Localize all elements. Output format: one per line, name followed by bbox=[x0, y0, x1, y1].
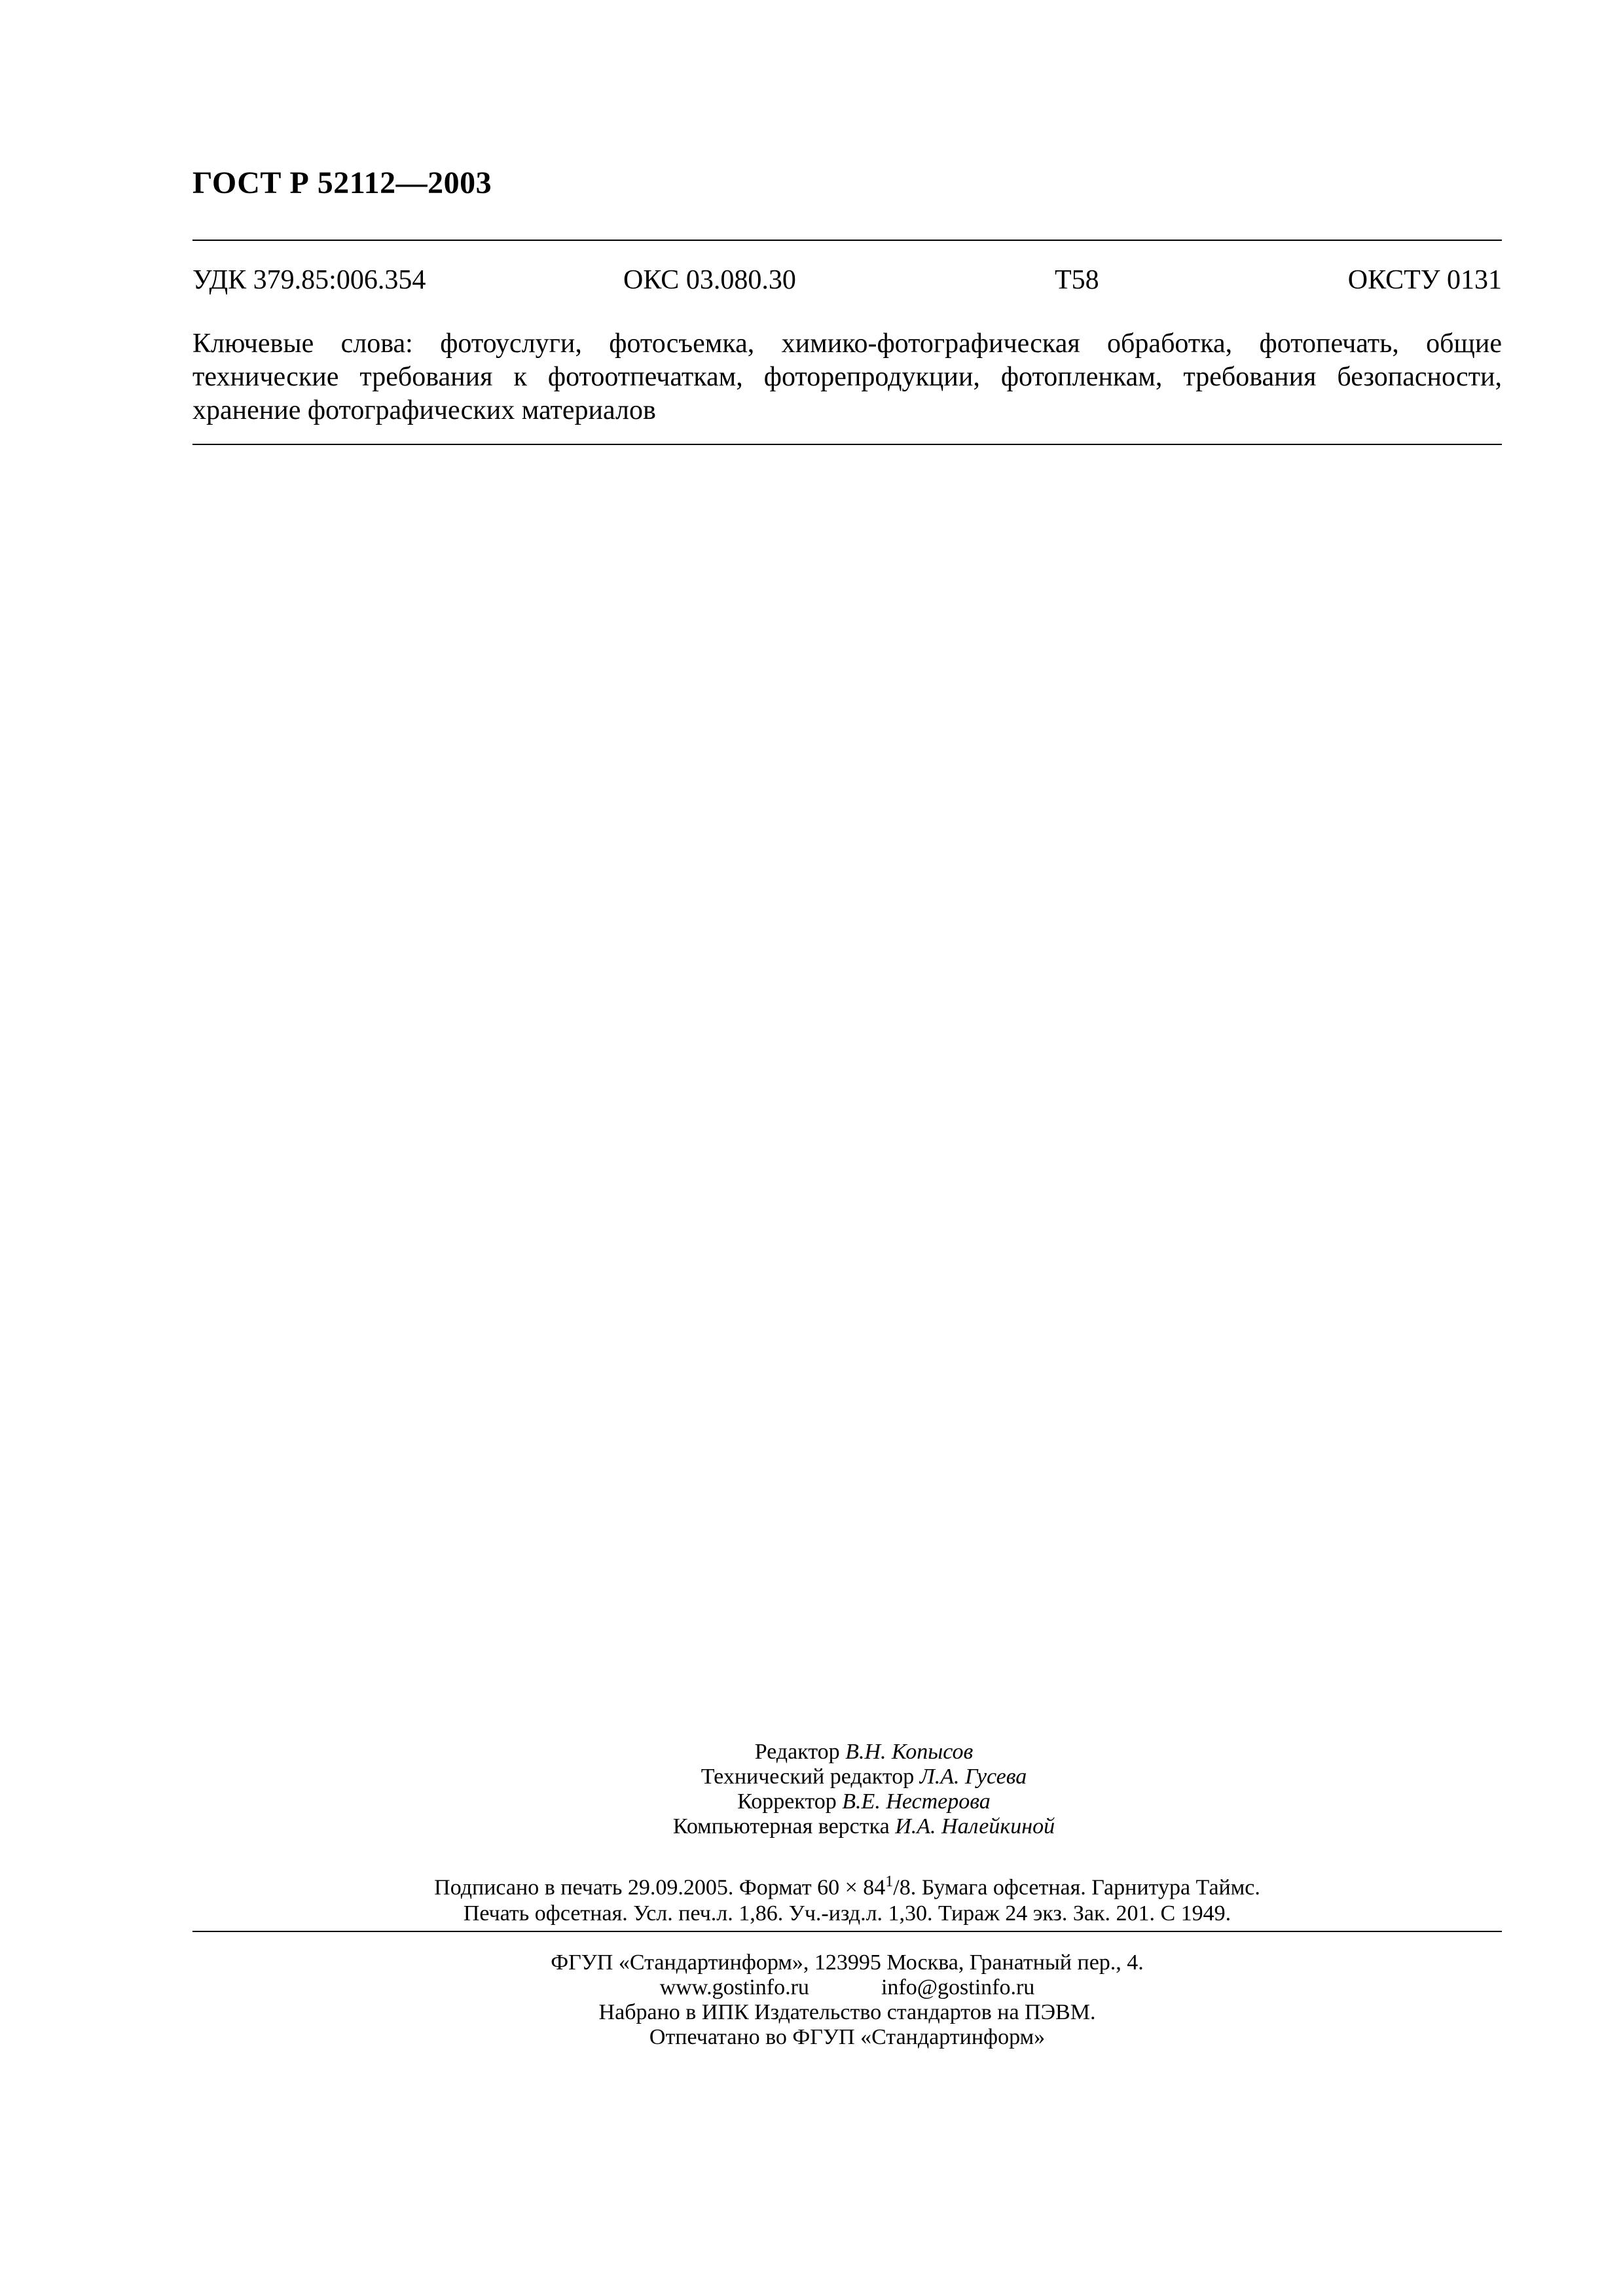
print-info-block bbox=[192, 1869, 1502, 1927]
publisher-email[interactable]: info@gostinfo.ru bbox=[881, 1975, 1035, 2000]
okstu-code: ОКСТУ 0131 bbox=[1347, 265, 1502, 295]
divider-top bbox=[192, 240, 1502, 241]
publisher-contacts bbox=[192, 1975, 1502, 2000]
udk-code: УДК 379.85:006.354 bbox=[192, 265, 426, 295]
layout-name: И.А. Налейкиной bbox=[895, 1814, 1055, 1839]
credit-layout: Компьютерная верстка И.А. Налейкиной bbox=[672, 1814, 1055, 1839]
divider-publisher bbox=[192, 1931, 1502, 1932]
document-number: ГОСТ Р 52112—2003 bbox=[192, 166, 492, 200]
credit-editor: Редактор В.Н. Копысов bbox=[754, 1740, 974, 1764]
divider-keywords bbox=[192, 444, 1502, 445]
credits-block bbox=[0, 1740, 1623, 1839]
tech-editor-name: Л.А. Гусева bbox=[919, 1765, 1027, 1789]
credit-corrector: Корректор В.Е. Нестерова bbox=[737, 1789, 991, 1814]
classification-code: Т58 bbox=[1055, 265, 1099, 295]
corrector-name: В.Е. Нестерова bbox=[842, 1789, 991, 1814]
print-info-line-2: Печать офсетная. Усл. печ.л. 1,86. Уч.-изд.л. 1,30. Тираж 24 экз. Зак. 201. С 1949. bbox=[463, 1901, 1231, 1926]
publisher-website[interactable]: www.gostinfo.ru bbox=[659, 1975, 809, 2000]
publisher-block bbox=[192, 1950, 1502, 2050]
print-info-line-1: Подписано в печать 29.09.2005. Формат $60 \times 84^1/8$. Бумага офсетная. Гарнитура Таймс. bbox=[434, 1873, 1260, 1900]
publisher-typeset: Набрано в ИПК Издательство стандартов на ПЭВМ. bbox=[598, 2000, 1096, 2024]
publisher-address: ФГУП «Стандартинформ», 123995 Москва, Гранатный пер., 4. bbox=[551, 1950, 1144, 1975]
editor-name: В.Н. Копысов bbox=[845, 1740, 974, 1764]
publisher-printed: Отпечатано во ФГУП «Стандартинформ» bbox=[649, 2025, 1046, 2049]
oks-code: ОКС 03.080.30 bbox=[623, 265, 796, 295]
keywords-paragraph: Ключевые слова: фотоуслуги, фотосъемка, химико-фотографическая обработка, фотопечать, общие технические требования к фотоотпечаткам, фоторепродукции, фотопленкам, требования безопасности, хранение фотографических материалов bbox=[192, 329, 1502, 425]
credit-tech-editor: Технический редактор Л.А. Гусева bbox=[701, 1765, 1027, 1789]
